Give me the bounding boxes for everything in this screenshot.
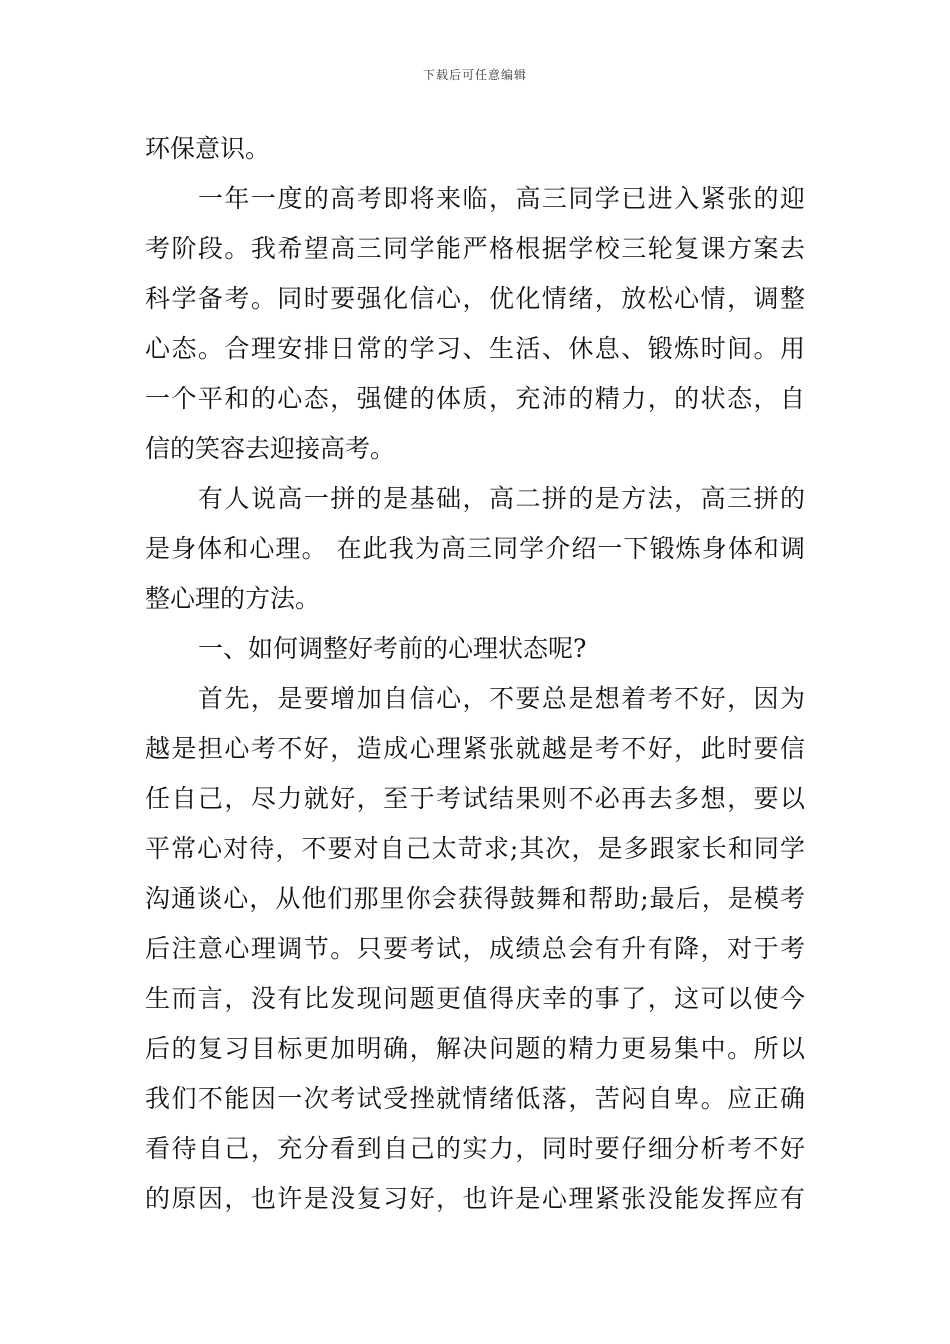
text-line: 的原因，也许是没复习好，也许是心理紧张没能发挥应有 — [145, 1184, 805, 1213]
text-line: 心态。合理安排日常的学习、生活、休息、锻炼时间。用 — [145, 334, 805, 363]
text-line: 科学备考。同时要强化信心，优化情绪，放松心情，调整 — [145, 284, 805, 313]
text-line: 首先，是要增加自信心，不要总是想着考不好，因为 — [198, 684, 805, 713]
text-line: 整心理的方法。 — [145, 584, 321, 613]
text-line: 一个平和的心态，强健的体质，充沛的精力，的状态，自 — [145, 384, 805, 413]
text-line: 后的复习目标更加明确，解决问题的精力更易集中。所以 — [145, 1034, 805, 1063]
text-line: 考阶段。我希望高三同学能严格根据学校三轮复课方案去 — [145, 234, 805, 263]
page-header: 下载后可任意编辑 — [422, 68, 527, 82]
text-line: 一年一度的高考即将来临，高三同学已进入紧张的迎 — [198, 184, 805, 213]
text-line: 是身体和心理。 在此我为高三同学介绍一下锻炼身体和调 — [145, 534, 805, 563]
text-line: 越是担心考不好，造成心理紧张就越是考不好，此时要信 — [145, 734, 805, 763]
text-line: 我们不能因一次考试受挫就情绪低落，苦闷自卑。应正确 — [145, 1084, 805, 1113]
text-line: 信的笑容去迎接高考。 — [145, 434, 396, 463]
text-line: 平常心对待，不要对自己太苛求;其次，是多跟家长和同学 — [145, 834, 805, 863]
text-line: 一、如何调整好考前的心理状态呢? — [198, 634, 587, 663]
text-line: 生而言，没有比发现问题更值得庆幸的事了，这可以使今 — [145, 984, 805, 1013]
text-line: 有人说高一拼的是基础，高二拼的是方法，高三拼的 — [198, 484, 805, 513]
text-line: 环保意识。 — [145, 134, 271, 163]
document-body — [145, 124, 805, 1224]
text-line: 看待自己，充分看到自己的实力，同时要仔细分析考不好 — [145, 1134, 805, 1163]
text-line: 后注意心理调节。只要考试，成绩总会有升有降，对于考 — [145, 934, 805, 963]
text-line: 沟通谈心，从他们那里你会获得鼓舞和帮助;最后，是模考 — [145, 884, 805, 913]
text-line: 任自己，尽力就好，至于考试结果则不必再去多想，要以 — [145, 784, 805, 813]
